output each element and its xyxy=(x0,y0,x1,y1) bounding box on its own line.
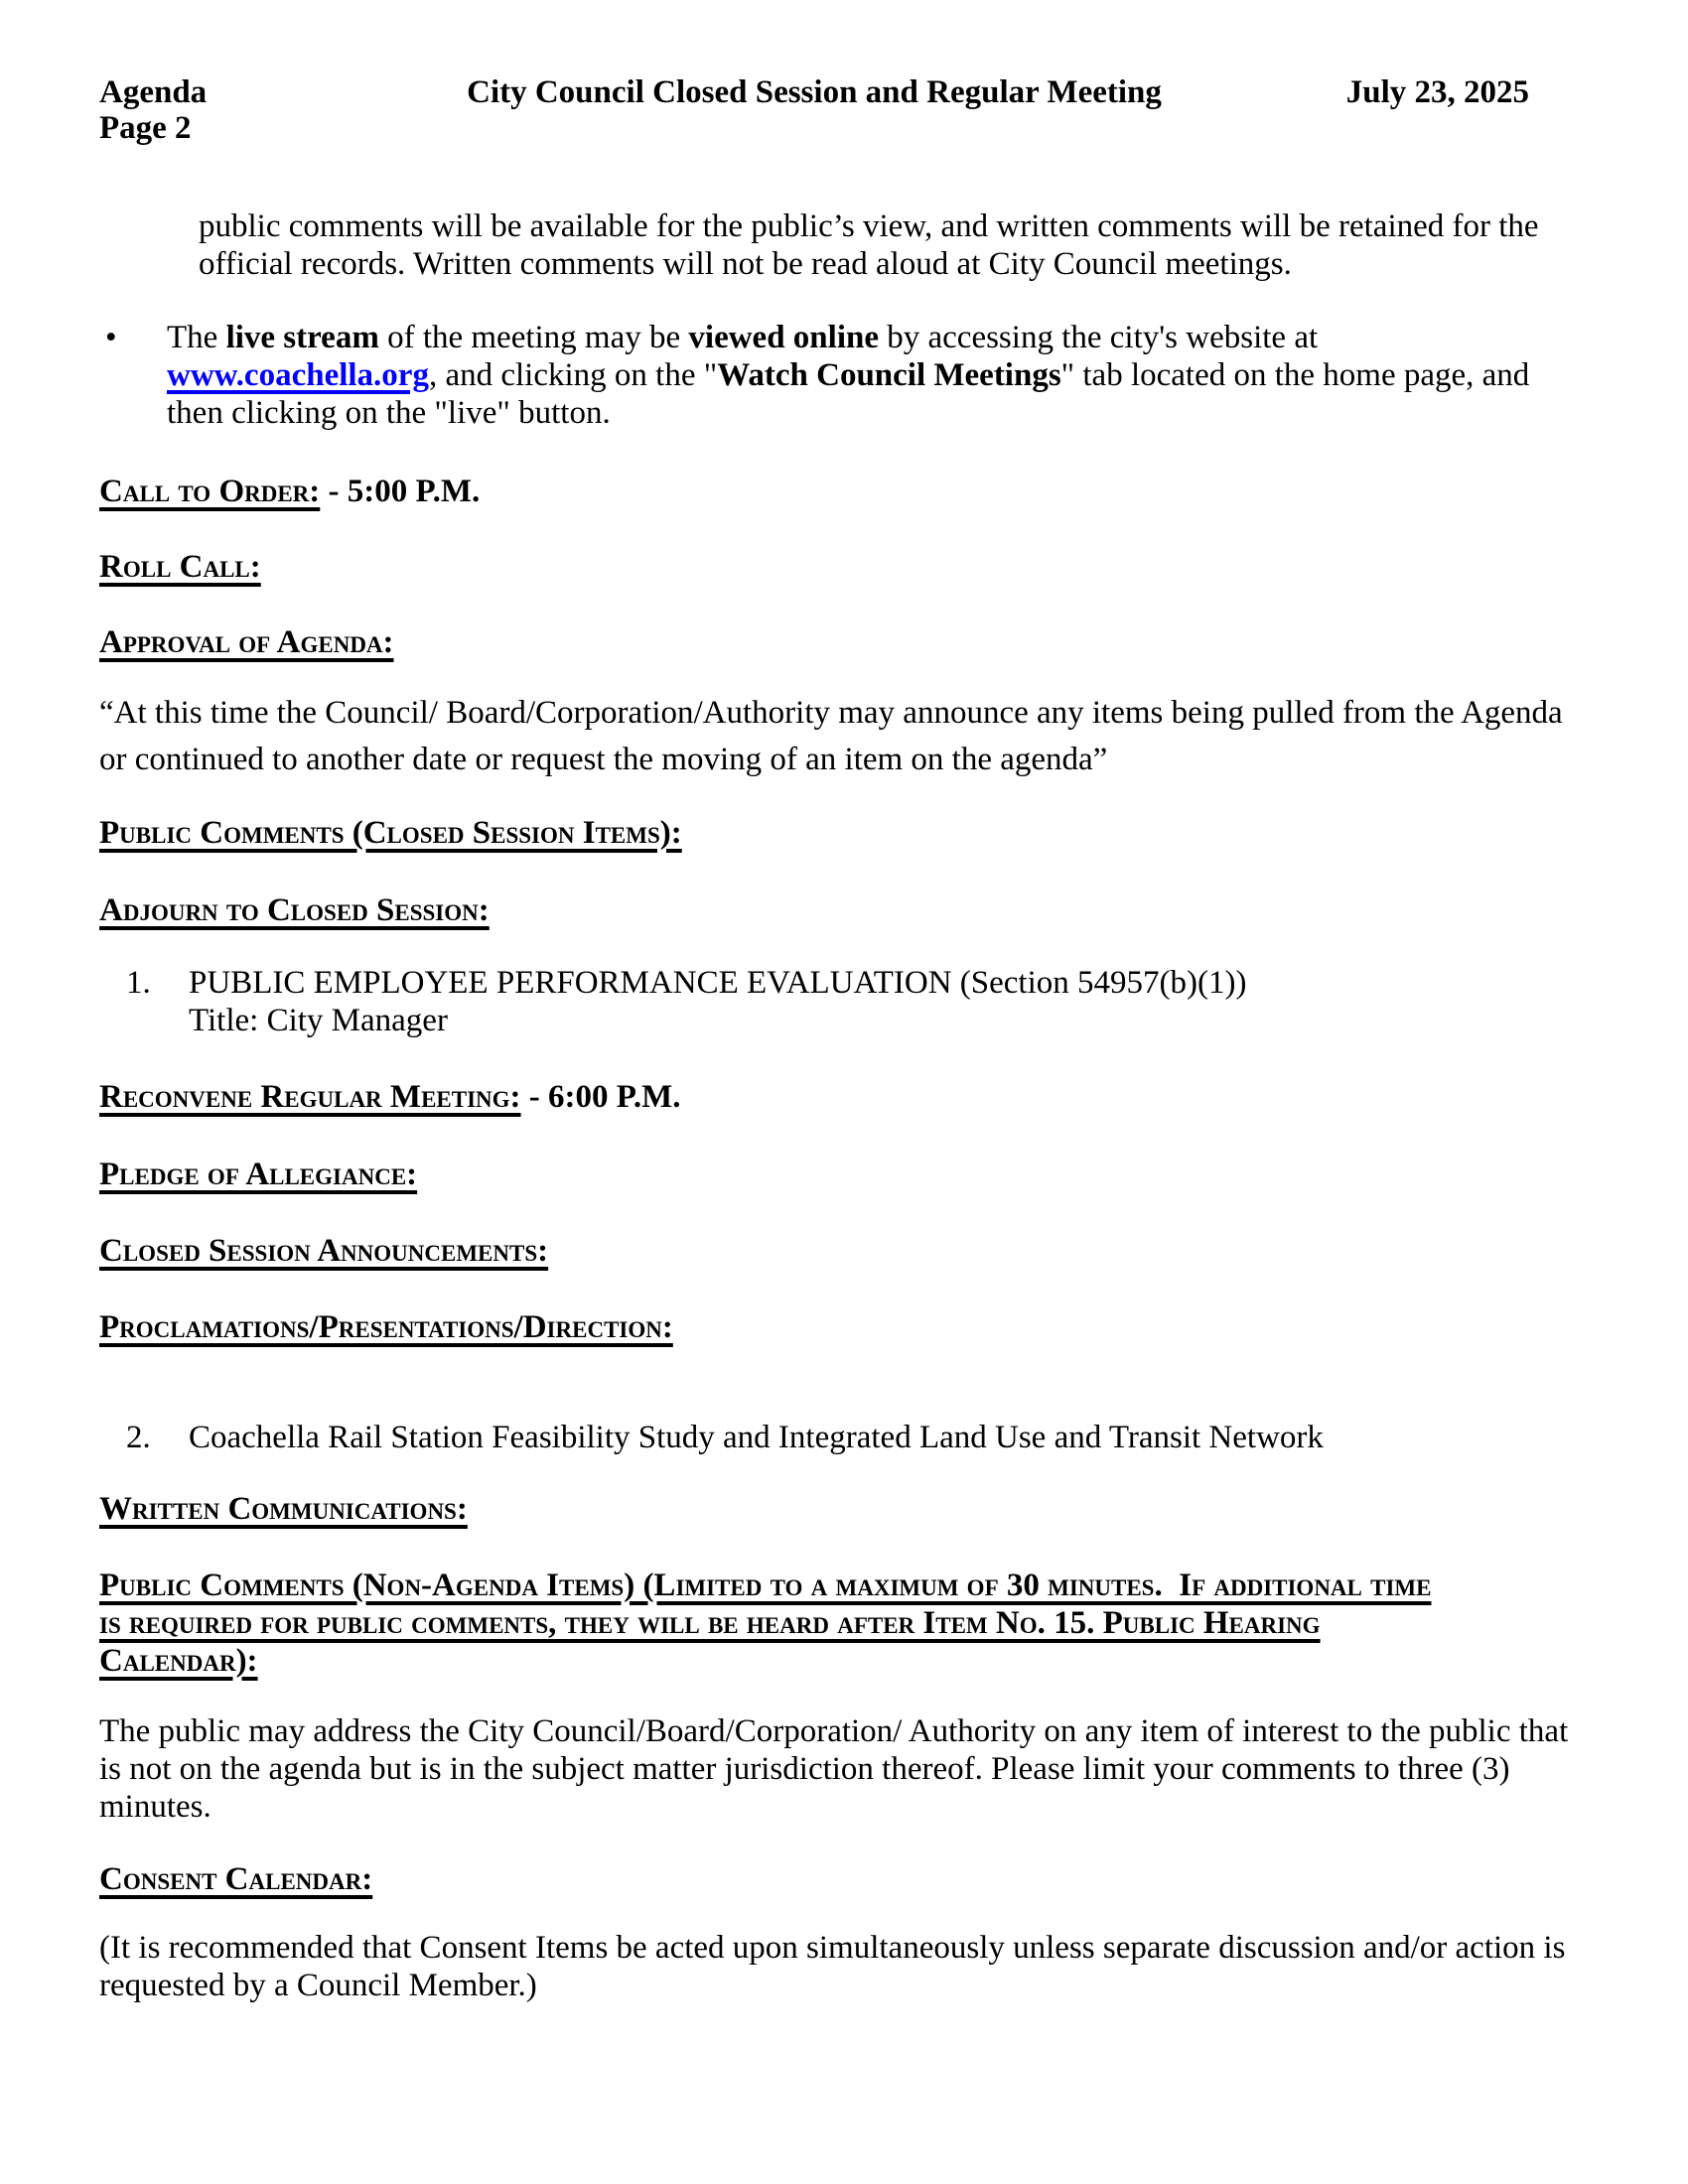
public-comments-paragraph xyxy=(99,1712,1569,1826)
header-doc-type: Agenda xyxy=(99,74,208,110)
approval-of-agenda-label: Approval of Agenda: xyxy=(99,624,394,660)
meeting-title: City Council Closed Session and Regular Meeting xyxy=(467,74,1162,110)
public-comments-paragraph-line-3: minutes. xyxy=(99,1789,211,1825)
bullet-line-1-text-3: by accessing the city's website at xyxy=(879,320,1319,355)
section-heading-public-comments-non-agenda xyxy=(99,1567,1529,1680)
agenda-item-2 xyxy=(99,1419,1529,1456)
agenda-pull-note-line-2: or continued to another date or request the moving of an item on the agenda” xyxy=(99,742,1108,777)
written-communications-label: Written Communications: xyxy=(99,1491,468,1527)
agenda-pull-note-line-1: “At this time the Council/ Board/Corporation/Authority may announce any items being pulled from the Agenda xyxy=(99,695,1563,731)
section-heading-closed-session-announcements xyxy=(99,1231,1529,1271)
agenda-item-1-line-2: Title: City Manager xyxy=(189,1003,448,1038)
meeting-date: July 23, 2025 xyxy=(1345,74,1529,110)
public-comments-non-agenda-line-1 xyxy=(99,1567,1529,1604)
consent-calendar-label: Consent Calendar: xyxy=(99,1861,373,1897)
public-comments-non-agenda-line-2 xyxy=(99,1604,1529,1642)
bullet-line-3: then clicking on the "live" button. xyxy=(167,395,611,431)
intro-line-2: official records. Written comments will not be read aloud at City Council meetings. xyxy=(199,246,1292,282)
section-heading-roll-call xyxy=(99,547,1529,587)
closed-session-announcements-label: Closed Session Announcements: xyxy=(99,1233,549,1269)
pledge-label: Pledge of Allegiance: xyxy=(99,1157,418,1192)
agenda-item-1-line-1: PUBLIC EMPLOYEE PERFORMANCE EVALUATION (Section 54957(b)(1)) xyxy=(189,965,1247,1001)
public-comments-non-agenda-line-1-text: Public Comments (Non-Agenda Items) (Limited to a maximum of 30 minutes. If additional time xyxy=(99,1568,1432,1603)
bullet-line-1-text-1: The xyxy=(167,320,226,355)
live-stream-bullet xyxy=(99,319,1529,432)
header-page-number: Page 2 xyxy=(99,110,192,146)
section-heading-consent-calendar xyxy=(99,1859,1529,1899)
public-comments-non-agenda-line-3 xyxy=(99,1642,1529,1680)
public-comments-non-agenda-line-2-text: is required for public comments, they will be heard after Item No. 15. Public Hearing xyxy=(99,1605,1321,1641)
consent-note-line-1: (It is recommended that Consent Items be acted upon simultaneously unless separate discussion and/or action is xyxy=(99,1930,1566,1966)
agenda-item-1-number: 1. xyxy=(126,965,151,1001)
agenda-item-2-line-1: Coachella Rail Station Feasibility Study and Integrated Land Use and Transit Network xyxy=(189,1420,1324,1455)
section-heading-call-to-order xyxy=(99,472,1529,511)
bullet-line-2-bold: Watch Council Meetings xyxy=(717,357,1061,393)
bullet-line-1-text-2: of the meeting may be xyxy=(378,320,689,355)
agenda-item-1-text xyxy=(189,964,1246,1039)
call-to-order-time: - 5:00 P.M. xyxy=(320,474,481,509)
consent-note xyxy=(99,1929,1566,2004)
section-heading-adjourn-closed-session xyxy=(99,890,1529,930)
roll-call-label: Roll Call: xyxy=(99,549,261,585)
live-stream-bullet-text xyxy=(167,319,1529,432)
page-header xyxy=(99,74,1529,146)
public-comments-closed-label: Public Comments (Closed Session Items): xyxy=(99,815,682,851)
intro-line-1: public comments will be available for the public’s view, and written comments will be retained for the xyxy=(199,208,1539,244)
bullet-line-2-text-1: , and clicking on the " xyxy=(428,357,718,393)
bullet-line-2-text-2: " tab located on the home page, and xyxy=(1060,357,1530,393)
adjourn-closed-session-label: Adjourn to Closed Session: xyxy=(99,892,490,928)
agenda-item-1 xyxy=(99,964,1529,1039)
bullet-line-1-bold-1: live stream xyxy=(225,320,379,355)
agenda-item-2-text xyxy=(189,1419,1324,1456)
public-comments-paragraph-line-2: is not on the agenda but is in the subject matter jurisdiction thereof. Please limit your comments to three (3) xyxy=(99,1751,1510,1787)
bullet-line-1 xyxy=(167,319,1529,356)
intro-paragraph xyxy=(199,207,1539,283)
consent-note-line-2: requested by a Council Member.) xyxy=(99,1968,537,2003)
public-comments-paragraph-line-1: The public may address the City Council/Board/Corporation/ Authority on any item of interest to the public that xyxy=(99,1713,1569,1749)
bullet-line-2 xyxy=(167,356,1529,394)
proclamations-label: Proclamations/Presentations/Direction: xyxy=(99,1309,673,1345)
coachella-website-link[interactable]: www.coachella.org xyxy=(167,357,429,393)
agenda-pull-note xyxy=(99,690,1563,783)
agenda-item-2-number: 2. xyxy=(126,1420,151,1455)
section-heading-public-comments-closed xyxy=(99,813,1529,853)
section-heading-reconvene xyxy=(99,1077,1529,1117)
reconvene-time: - 6:00 P.M. xyxy=(520,1079,681,1115)
bullet-dot-icon: • xyxy=(105,320,117,355)
reconvene-label: Reconvene Regular Meeting: xyxy=(99,1079,521,1115)
bullet-line-1-bold-2: viewed online xyxy=(688,320,879,355)
section-heading-pledge xyxy=(99,1155,1529,1194)
section-heading-written-communications xyxy=(99,1489,1529,1529)
section-heading-proclamations xyxy=(99,1307,1529,1347)
section-heading-approval-of-agenda xyxy=(99,622,1529,662)
public-comments-non-agenda-line-3-text: Calendar): xyxy=(99,1643,258,1679)
call-to-order-label: Call to Order: xyxy=(99,474,321,509)
